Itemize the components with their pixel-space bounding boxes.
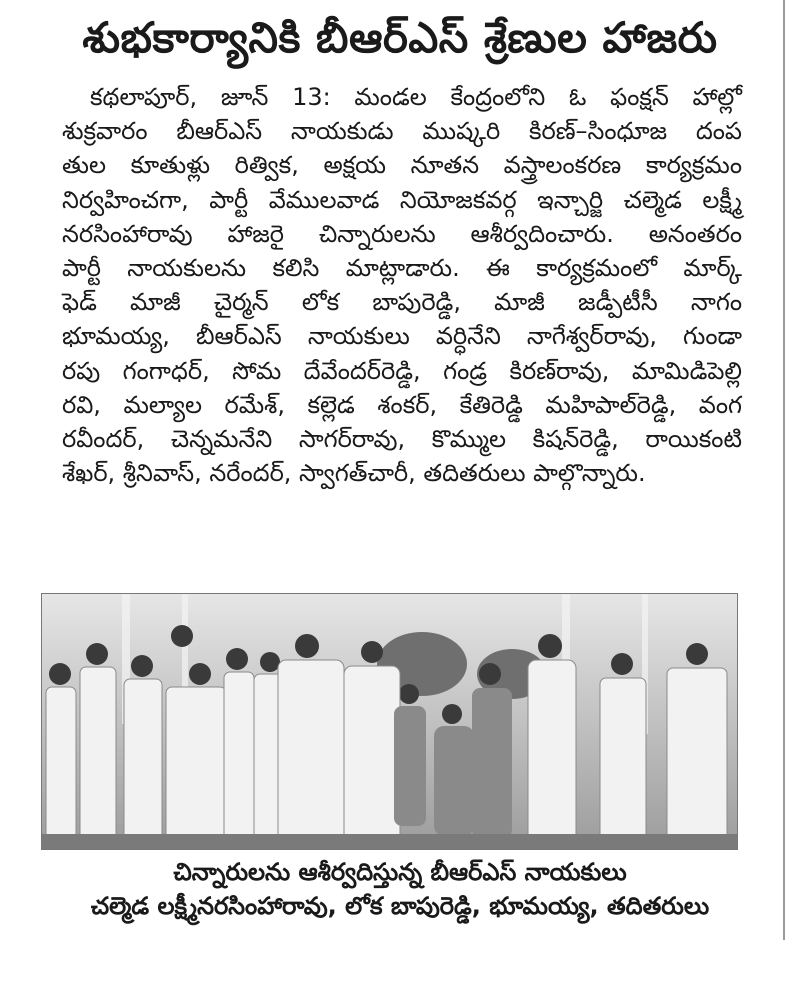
group-photo (41, 593, 738, 850)
body-line: భూమయ్య, బీఆర్ఎస్ నాయకులు వర్ధినేని నాగేశ్వర్‌రావు, గుండా (62, 322, 742, 351)
body-line: రవి, మల్యాల రమేశ్, కల్లెడ శంకర్, కేతిరెడ్డి మహిపాల్‌రెడ్డి, వంగ (62, 390, 742, 419)
body-line: శేఖర్, శ్రీనివాస్, నరేందర్, స్వాగత్‌చారీ, తదితరులు పాల్గొన్నారు. (62, 459, 646, 488)
photo-caption (30, 855, 770, 923)
body-line: తుల కూతుళ్లు రిత్విక, అక్షయ నూతన వస్త్రాలంకరణ కార్యక్రమం (62, 151, 742, 180)
body-line: నరసింహారావు హాజరై చిన్నారులను ఆశీర్వదించారు. అనంతరం (62, 219, 742, 248)
body-line: రవీందర్, చెన్నమనేని సాగర్‌రావు, కొమ్ముల కిషన్‌రెడ్డి, రాయికంటి (62, 425, 742, 454)
body-line: నిర్వహించగా, పార్టీ వేములవాడ నియోజకవర్గ ఇన్చార్జి చల్మెడ లక్ష్మీ (62, 185, 742, 214)
body-line: కథలాపూర్, జూన్ 13: మండల కేంద్రంలోని ఓ ఫంక్షన్ హాల్లో (90, 83, 742, 111)
group-photo-illustration (42, 594, 737, 849)
column-rule (783, 0, 785, 940)
article-body (62, 80, 742, 490)
caption-line-2: చల్మెడ లక్ష్మీనరసింహారావు, లోక బాపురెడ్డి, భూమయ్య, తదితరులు (90, 892, 710, 920)
caption-line-1: చిన్నారులను ఆశీర్వదిస్తున్న బీఆర్ఎస్ నాయకులు (173, 858, 627, 886)
body-line: శుక్రవారం బీఆర్ఎస్ నాయకుడు ముష్కరి కిరణ్–సింధూజ దంప (62, 117, 742, 146)
body-line: రపు గంగాధర్, సోమ దేవేందర్‌రెడ్డి, గండ్ర కిరణ్‌రావు, మామిడిపెల్లి (62, 356, 742, 385)
body-line: పార్టీ నాయకులను కలిసి మాట్లాడారు. ఈ కార్యక్రమంలో మార్క్ (62, 254, 742, 283)
headline: శుభకార్యానికి బీఆర్ఎస్ శ్రేణుల హాజరు (82, 13, 718, 62)
body-line: ఫెడ్ మాజీ చైర్మన్ లోక బాపురెడ్డి, మాజీ జడ్పీటీసీ నాగం (62, 288, 742, 317)
